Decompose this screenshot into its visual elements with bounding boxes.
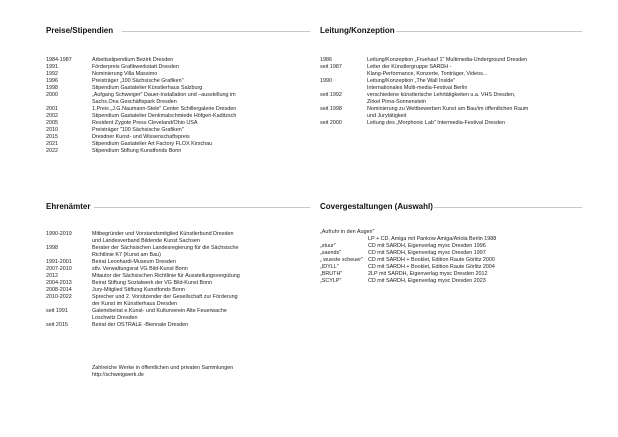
leitung-text-line: und Jurytätigkeit	[367, 113, 407, 119]
list-preise	[46, 57, 310, 155]
divider-cover	[434, 207, 582, 208]
preise-year: 2001	[46, 106, 58, 112]
leitung-text	[320, 64, 582, 78]
divider-leitung	[396, 31, 582, 32]
leitung-text-line: Leitung/Konzeption „The Wall Inside"	[367, 78, 456, 84]
preise-text	[46, 106, 310, 113]
preise-text	[46, 78, 310, 85]
cover-text-line: LP + CD, Amiga mit Pankow Amiga/Ariola Berlin 1988	[368, 236, 497, 242]
ehren-year: 2010-2022	[46, 294, 72, 300]
leitung-text-line: Zirkel Pirna-Sonnenstein	[367, 99, 427, 105]
preise-year: 2021	[46, 141, 58, 147]
leitung-year: seit 2000	[320, 120, 342, 126]
ehren-text-line: Mitautor der Sächsischen Richtlinie für Ausstellungsvergütung	[92, 273, 240, 279]
preise-year: 1991	[46, 64, 58, 70]
preise-year: 2015	[46, 134, 58, 140]
leitung-text-line: Leitung des „Morphonic Lab" Intermedia-Festival Dresden	[367, 120, 505, 126]
preise-text	[46, 57, 310, 64]
ehren-year: 1998	[46, 245, 58, 251]
preise-year: 2002	[46, 113, 58, 119]
preise-text	[46, 85, 310, 92]
ehren-year: 2004-2013	[46, 280, 72, 286]
ehren-text-line: Beirat Leonhardi-Museum Dresden	[92, 259, 176, 265]
preise-entry	[46, 92, 310, 106]
ehren-entry	[46, 308, 310, 322]
cover-entry	[320, 257, 582, 264]
preise-text-line: Förderpreis Grafikwerkstatt Dresden	[92, 64, 179, 70]
cover-entry	[320, 243, 582, 250]
ehren-text-line: Berater der Sächsischen Landesregierung für die Sächsische	[92, 245, 239, 251]
preise-text	[46, 148, 310, 155]
preise-year: 2010	[46, 127, 58, 133]
leitung-text-line: Internationales Multi-media-Festival Berlin	[367, 85, 468, 91]
section-title-cover: Covergestaltungen (Auswahl)	[320, 202, 433, 211]
cover-entry	[320, 278, 582, 285]
leitung-text-line: verschiedene künstlerische Lehrtätigkeiten u.a. VHS Dresden,	[367, 92, 516, 98]
list-cover	[320, 229, 582, 285]
leitung-entry	[320, 120, 582, 127]
ehren-entry	[46, 294, 310, 308]
cover-entry	[320, 264, 582, 271]
preise-year: 2000	[46, 92, 58, 98]
preise-text	[46, 120, 310, 127]
section-title-leitung: Leitung/Konzeption	[320, 26, 395, 35]
preise-year: 1996	[46, 78, 58, 84]
leitung-entry	[320, 78, 582, 92]
divider-preise	[122, 31, 310, 32]
cover-text	[320, 271, 582, 278]
divider-ehren	[94, 207, 310, 208]
preise-text-line: Arbeitsstipendium Bezirk Dresden	[92, 57, 174, 63]
cover-text-line: CD mit SARDH, Eigenverlag mysc Dresden 2023	[368, 278, 486, 284]
cover-year: „SCYLP"	[320, 278, 342, 284]
preise-entry	[46, 106, 310, 113]
preise-year: 1998	[46, 85, 58, 91]
preise-entry	[46, 141, 310, 148]
preise-text-line: 1.Preis „J.G.Naumann-Stele" Center Schillergalerie Dresden	[92, 106, 237, 112]
preise-text-line: Stipendium Stiftung Kunstfonds Bonn	[92, 148, 182, 154]
leitung-year: 1990	[320, 78, 332, 84]
ehren-text	[46, 231, 310, 245]
ehren-text	[46, 266, 310, 273]
preise-entry	[46, 134, 310, 141]
ehren-text	[46, 280, 310, 287]
cover-year: „ wueste scheuer"	[320, 257, 363, 263]
list-leitung	[320, 57, 582, 127]
ehren-text	[46, 273, 310, 280]
leitung-entry	[320, 92, 582, 106]
preise-text	[46, 92, 310, 106]
preise-year: 1992	[46, 71, 58, 77]
ehren-text	[46, 322, 310, 329]
leitung-entry	[320, 57, 582, 64]
ehren-text-line: Richtlinie K7 (Kunst am Bau)	[92, 252, 161, 258]
cover-entry	[320, 271, 582, 278]
ehren-entry	[46, 287, 310, 294]
ehren-entry	[46, 273, 310, 280]
preise-entry	[46, 85, 310, 92]
leitung-text	[320, 57, 582, 64]
leitung-year: seit 1998	[320, 106, 342, 112]
leitung-text	[320, 92, 582, 106]
cover-text-line: 2LP mit SARDH, Eigenverlag mysc Dresden 2012	[368, 271, 488, 277]
preise-text-line: Sachs.Ona Geschäftspark Dresden	[92, 99, 177, 105]
preise-text-line: Stipendium Gastatelier Künstlerhaus Salzburg	[92, 85, 203, 91]
leitung-text	[320, 120, 582, 127]
leitung-entry	[320, 64, 582, 78]
list-ehren	[46, 231, 310, 329]
cover-year: „saends"	[320, 250, 342, 256]
preise-text	[46, 64, 310, 71]
ehren-year: 2012	[46, 273, 58, 279]
preise-entry	[46, 127, 310, 134]
ehren-text	[46, 259, 310, 266]
preise-entry	[46, 64, 310, 71]
preise-text-line: Dresdner Kunst- und Wissenschaftspreis	[92, 134, 190, 140]
cover-text	[320, 250, 582, 257]
cover-text-line: CD mit SARDH + Booklet, Edition Raute Görlitz 2000	[368, 257, 495, 263]
leitung-text-line: Leiter der Künstlergruppe SARDH -	[367, 64, 452, 70]
collection-note-line: Zahlreiche Werke in öffentlichen und privaten Sammlungen	[92, 365, 234, 371]
website-link[interactable]: http://schweigwerk.de	[92, 372, 144, 378]
leitung-text	[320, 78, 582, 92]
leitung-year: seit 1987	[320, 64, 342, 70]
cover-text-line: CD mit SARDH, Eigenverlag mysc Dresden 1997	[368, 250, 486, 256]
ehren-year: 2008-2014	[46, 287, 72, 293]
ehren-entry	[46, 259, 310, 266]
collection-note	[92, 365, 233, 379]
preise-text-line: Stipendium Gastatelier Art Factory FLOX Kirschau	[92, 141, 213, 147]
leitung-text-line: Leitung/Konzeption „Fruehauf 1" Multimedia-Underground Dresden	[367, 57, 528, 63]
cover-text-line: CD mit SARDH, Eigenverlag mysc Dresden 1996	[368, 243, 486, 249]
preise-text	[46, 127, 310, 134]
ehren-text-line: und Landesverband Bildende Kunst Sachsen	[92, 238, 200, 244]
leitung-entry	[320, 106, 582, 120]
preise-entry	[46, 78, 310, 85]
cover-text-line: CD mit SARDH + Booklet, Edition Raute Görlitz 2004	[368, 264, 495, 270]
preise-text-line: Nominierung Villa Massimo	[92, 71, 158, 77]
cover-text-line	[368, 229, 582, 236]
cover-text	[320, 243, 582, 250]
preise-entry	[46, 71, 310, 78]
ehren-text-line: Loschwitz Dresden	[92, 315, 138, 321]
ehren-year: seit 2015	[46, 322, 68, 328]
preise-year: 1984-1987	[46, 57, 72, 63]
ehren-text-line: Sprecher und 2. Vorsitzender der Gesellschaft zur Förderung	[92, 294, 238, 300]
ehren-text-line: der Kunst im Künstlerhaus Dresden	[92, 301, 178, 307]
cover-entry	[320, 229, 582, 243]
ehren-entry	[46, 266, 310, 273]
ehren-text-line: stlv. Verwaltungsrat VG Bild-Kunst Bonn	[92, 266, 188, 272]
ehren-year: 1990-2019	[46, 231, 72, 237]
preise-entry	[46, 57, 310, 64]
preise-text	[46, 141, 310, 148]
ehren-text-line: Jury-Mitglied Stiftung Kunstfonds Bonn	[92, 287, 185, 293]
ehren-year: seit 1991	[46, 308, 68, 314]
ehren-year: 2007-2010	[46, 266, 72, 272]
cover-text	[320, 278, 582, 285]
section-title-ehren: Ehrenämter	[46, 202, 91, 211]
preise-year: 2005	[46, 120, 58, 126]
leitung-text-line: Nominierung zu Wettbewerben Kunst am Bau/im öffentlichen Raum	[367, 106, 529, 112]
cover-year: „BRUTH"	[320, 271, 343, 277]
ehren-entry	[46, 280, 310, 287]
preise-text	[46, 71, 310, 78]
cover-year: „IDYLL"	[320, 264, 339, 270]
ehren-text-line: Galeriebeirat e.Kunst- und Kulturverein Alte Feuerwache	[92, 308, 227, 314]
preise-entry	[46, 120, 310, 127]
preise-text-line: Preisträger "100 Sächsische Grafiken"	[92, 127, 184, 133]
leitung-year: 1986	[320, 57, 332, 63]
preise-text	[46, 134, 310, 141]
ehren-entry	[46, 231, 310, 245]
ehren-entry	[46, 322, 310, 329]
ehren-text	[46, 287, 310, 294]
cover-text	[320, 264, 582, 271]
leitung-text	[320, 106, 582, 120]
preise-year: 2022	[46, 148, 58, 154]
preise-text-line: „Aufgang Schweiger" Dauer-Installation und –ausstellung im	[92, 92, 236, 98]
cover-year: „Aufruhr in den Augen"	[320, 229, 375, 235]
ehren-text	[46, 308, 310, 322]
ehren-text-line: Mitbegründer und Vorstandsmitglied Künstlerbund Dresden	[92, 231, 234, 237]
preise-text-line: Stipendium Gastatelier Denkmalschmiede Höfgen-Kaditzsch	[92, 113, 237, 119]
leitung-year: seit 1992	[320, 92, 342, 98]
ehren-text-line: Beirat der OSTRALE -Biennale Dresden	[92, 322, 189, 328]
cover-entry	[320, 250, 582, 257]
preise-text-line: Preisträger „100 Sächsische Grafiken"	[92, 78, 184, 84]
preise-entry	[46, 148, 310, 155]
ehren-text	[46, 245, 310, 259]
ehren-text-line: Beirat Stiftung Sozialwerk der VG Bild-Kunst Bonn	[92, 280, 213, 286]
ehren-year: 1991-2001	[46, 259, 72, 265]
ehren-text	[46, 294, 310, 308]
ehren-entry	[46, 245, 310, 259]
preise-text-line: Resident Zygote Press Cleveland/Ohio USA	[92, 120, 198, 126]
leitung-text-line: Klang-Performance, Konzerte, Tonträger, Videos...	[367, 71, 488, 77]
section-title-preise: Preise/Stipendien	[46, 26, 114, 35]
preise-text	[46, 113, 310, 120]
cover-year: „stuur"	[320, 243, 336, 249]
preise-entry	[46, 113, 310, 120]
